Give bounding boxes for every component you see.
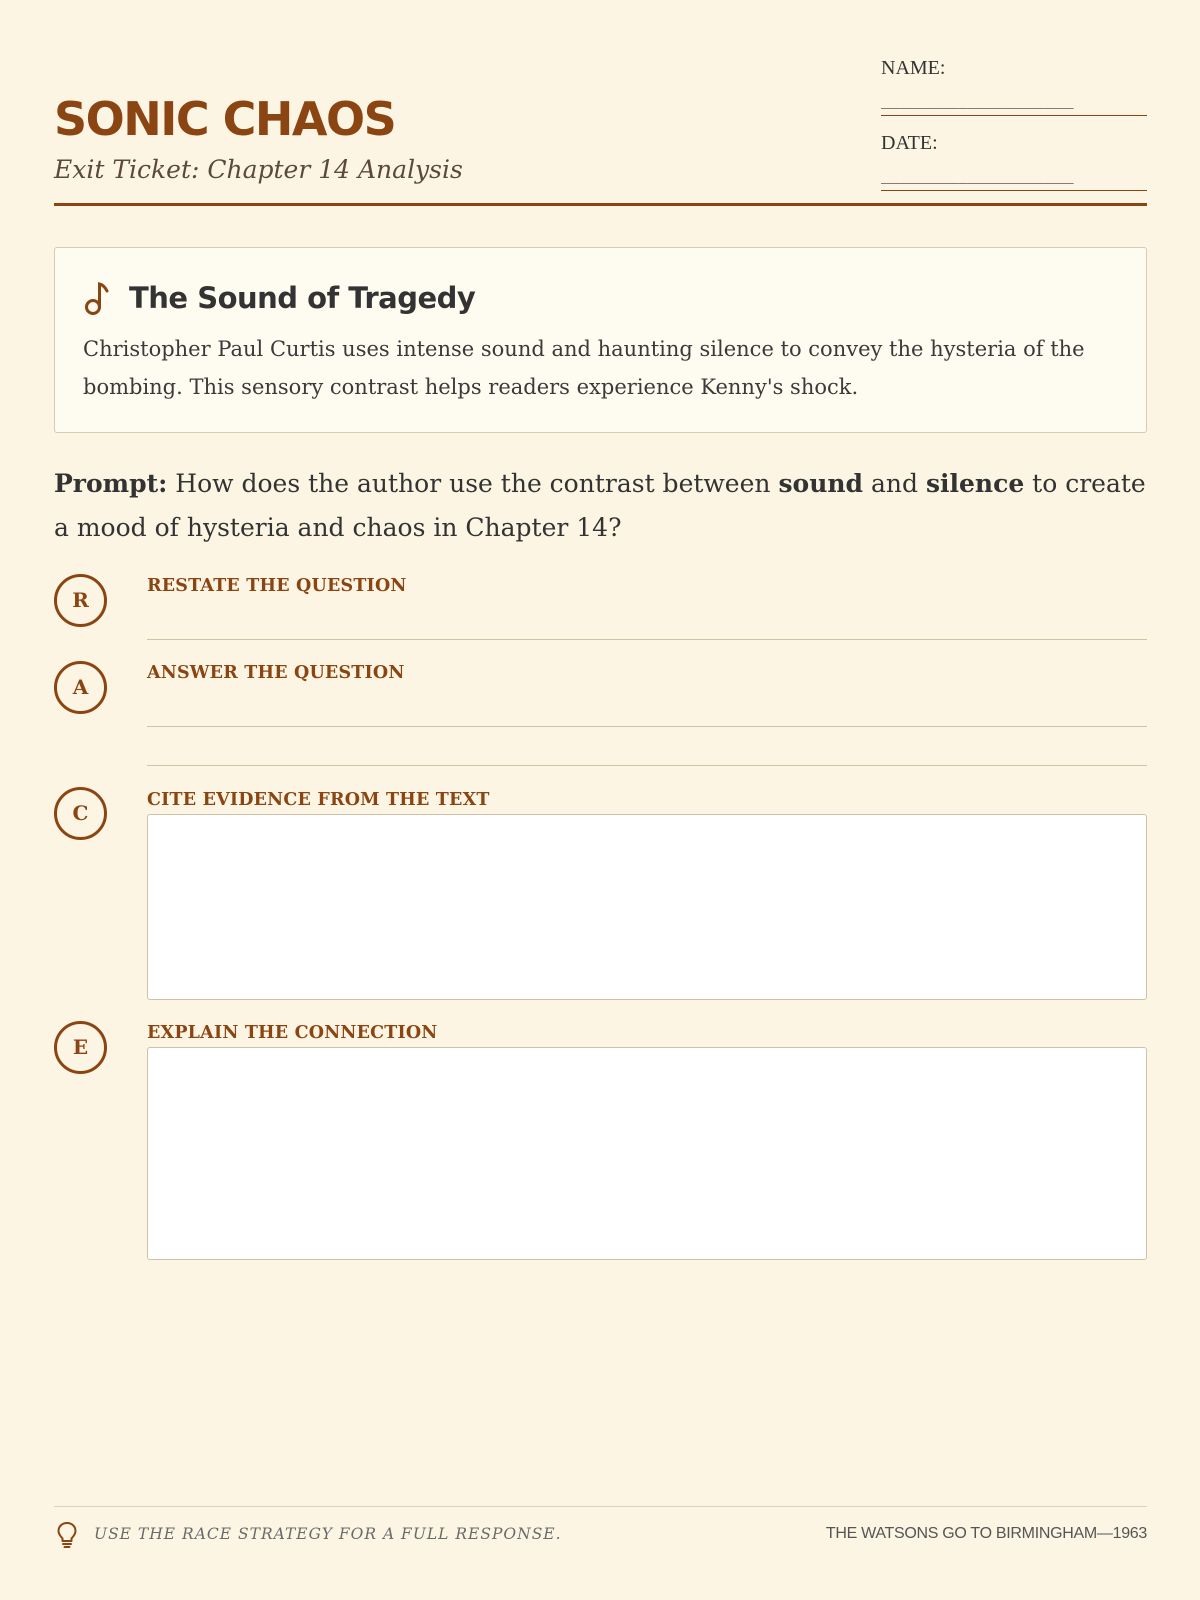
music-note-icon bbox=[83, 280, 113, 316]
page-footer bbox=[54, 1506, 1147, 1543]
answer-line-2[interactable] bbox=[147, 765, 1147, 766]
restate-label: RESTATE THE QUESTION bbox=[147, 576, 407, 596]
race-badge-a: A bbox=[54, 661, 107, 714]
callout-body: Christopher Paul Curtis uses intense sound and haunting silence to convey the hysteria of the bombing. This sensory contrast helps readers experience Kenny's shock. bbox=[83, 337, 1085, 399]
book-title: THE WATSONS GO TO BIRMINGHAM—1963 bbox=[825, 1525, 1147, 1542]
page-title: SONIC CHAOS bbox=[54, 92, 396, 146]
prompt-segment: and bbox=[863, 469, 926, 498]
cite-evidence-box[interactable] bbox=[147, 814, 1147, 1000]
name-field[interactable]: ____________________ bbox=[881, 86, 1147, 116]
footer-tip: USE THE RACE STRATEGY FOR A FULL RESPONSE. bbox=[94, 1525, 562, 1543]
cite-evidence-label: CITE EVIDENCE FROM THE TEXT bbox=[147, 790, 490, 810]
callout-heading bbox=[83, 280, 475, 316]
prompt-segment: to create a mood of hysteria and chaos in Chapter 14? bbox=[54, 469, 1146, 542]
prompt-text bbox=[54, 462, 1147, 550]
explain-box[interactable] bbox=[147, 1047, 1147, 1260]
explain-label: EXPLAIN THE CONNECTION bbox=[147, 1023, 438, 1043]
page-header bbox=[54, 0, 1147, 206]
date-field-group bbox=[881, 131, 1147, 191]
name-field-group bbox=[881, 56, 1147, 116]
race-badge-r: R bbox=[54, 574, 107, 627]
date-label: DATE: bbox=[881, 132, 938, 154]
prompt-emphasis-silence: silence bbox=[925, 469, 1025, 498]
prompt-segment: How does the author use the contrast between bbox=[167, 469, 779, 498]
page-subtitle: Exit Ticket: Chapter 14 Analysis bbox=[54, 155, 463, 184]
context-callout bbox=[54, 247, 1147, 433]
name-label: NAME: bbox=[881, 57, 946, 79]
exit-ticket-page bbox=[54, 0, 1147, 1600]
callout-title: The Sound of Tragedy bbox=[129, 281, 476, 315]
prompt-label: Prompt: bbox=[54, 469, 168, 498]
date-field[interactable]: ____________________ bbox=[881, 161, 1147, 191]
prompt-emphasis-sound: sound bbox=[778, 469, 864, 498]
lightbulb-icon bbox=[56, 1521, 78, 1549]
race-badge-e: E bbox=[54, 1021, 107, 1074]
restate-answer-line[interactable] bbox=[147, 639, 1147, 640]
race-badge-c: C bbox=[54, 787, 107, 840]
answer-line-1[interactable] bbox=[147, 726, 1147, 727]
answer-label: ANSWER THE QUESTION bbox=[147, 663, 405, 683]
